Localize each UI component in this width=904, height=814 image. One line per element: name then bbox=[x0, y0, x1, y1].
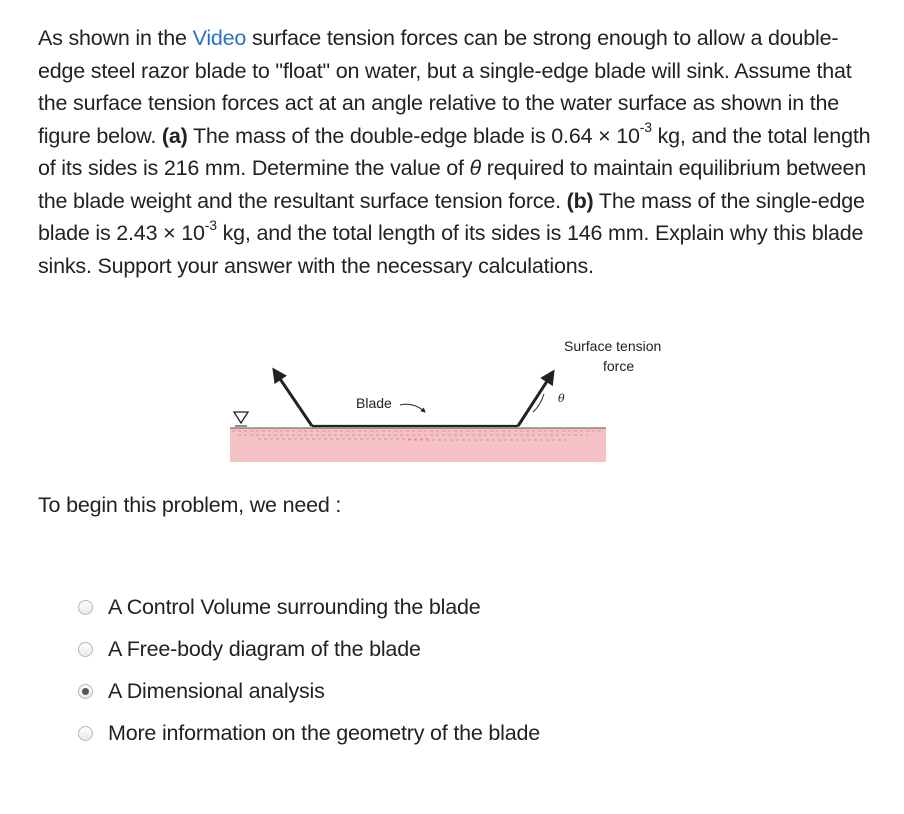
surface-tension-arrow-left bbox=[274, 370, 312, 426]
question-prompt: To begin this problem, we need : bbox=[38, 493, 342, 517]
option-dimensional-analysis[interactable] bbox=[78, 670, 540, 712]
answer-options bbox=[78, 586, 540, 754]
problem-text-5: required to maintain equilibrium between the blade weight and the resultant surface tension force. bbox=[38, 156, 867, 213]
problem-text-4: kg, and the total length of its sides is 216 mm. Determine the value of bbox=[38, 123, 871, 180]
problem-text-3: The mass of the double-edge blade is 0.64 × 10 bbox=[187, 123, 640, 148]
radio-button-selected[interactable] bbox=[78, 684, 93, 699]
blade-label: Blade bbox=[356, 395, 392, 411]
problem-text-6: The mass of the single-edge blade is 2.43 × 10 bbox=[38, 188, 865, 245]
option-more-geometry-info[interactable] bbox=[78, 712, 540, 754]
water-region bbox=[230, 428, 606, 462]
theta-label: θ bbox=[558, 392, 565, 405]
option-label[interactable]: A Dimensional analysis bbox=[108, 678, 325, 703]
free-surface-symbol bbox=[234, 412, 248, 423]
option-label[interactable]: A Free-body diagram of the blade bbox=[108, 636, 421, 661]
part-b-label: (b) bbox=[566, 188, 594, 213]
part-a-label: (a) bbox=[161, 123, 188, 148]
surface-tension-label-line1: Surface tension bbox=[564, 338, 662, 354]
surface-tension-label-line2: force bbox=[603, 358, 635, 374]
theta-symbol: θ bbox=[469, 156, 482, 180]
option-label[interactable]: A Control Volume surrounding the blade bbox=[108, 594, 481, 619]
radio-button[interactable] bbox=[78, 600, 93, 615]
blade-label-leader bbox=[400, 404, 425, 412]
problem-text-1: As shown in the bbox=[38, 26, 193, 50]
exponent-1: -3 bbox=[639, 119, 652, 136]
problem-text-2: surface tension forces can be strong enough to allow a double-edge steel razor blade to "float" on water, but a single-edge blade will sink. Assume that the surface tension forces act at an angle relative to the water surface as shown in the figure below. bbox=[38, 26, 852, 148]
problem-text-7: kg, and the total length of its sides is 146 mm. Explain why this blade sinks. Support your answer with the necessary calculations. bbox=[38, 221, 864, 278]
radio-button[interactable] bbox=[78, 642, 93, 657]
option-free-body-diagram[interactable] bbox=[78, 628, 540, 670]
exponent-2: -3 bbox=[204, 216, 217, 233]
surface-tension-arrow-right bbox=[518, 372, 553, 426]
problem-statement bbox=[38, 22, 878, 282]
option-label[interactable]: More information on the geometry of the blade bbox=[108, 720, 541, 745]
video-link[interactable]: Video bbox=[192, 26, 247, 50]
razor-blade-figure bbox=[228, 332, 698, 472]
radio-button[interactable] bbox=[78, 726, 93, 741]
option-control-volume[interactable] bbox=[78, 586, 540, 628]
